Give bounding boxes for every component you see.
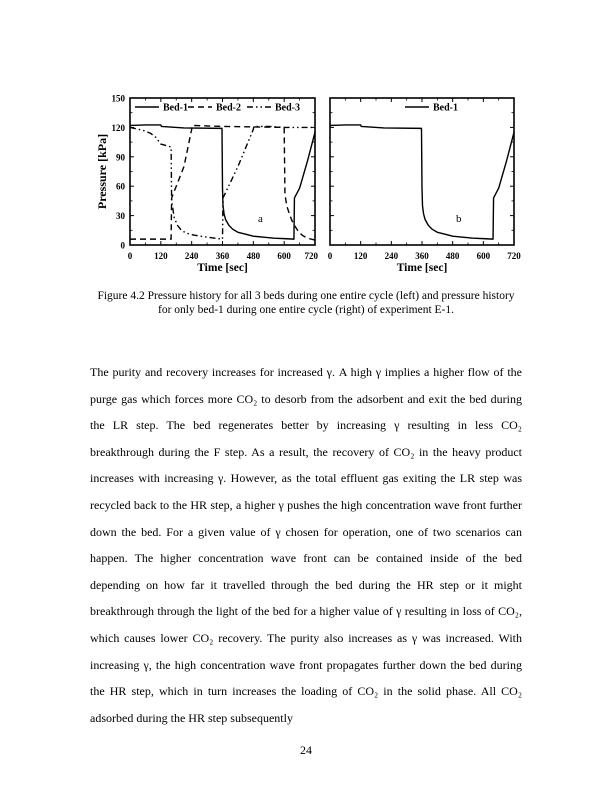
x-tick-label: 600 (277, 251, 291, 261)
figure-4-2 (0, 0, 612, 290)
x-tick-label: 0 (127, 251, 133, 261)
legend-label-bed-2: Bed-2 (216, 102, 241, 114)
y-axis-label: Pressure [kPa] (95, 133, 109, 210)
x-tick-label: 120 (353, 251, 368, 261)
page-number: 24 (300, 743, 312, 757)
x-tick-label: 240 (184, 251, 199, 261)
x-tick-label: 360 (415, 251, 429, 261)
x-tick-label: 600 (476, 251, 491, 261)
x-tick-label: 720 (304, 251, 318, 261)
x-tick-label: 360 (215, 251, 230, 261)
legend-label-bed-3: Bed-3 (275, 102, 300, 114)
series-line-bed-1 (330, 125, 514, 239)
chart-panel-right (328, 98, 522, 274)
x-tick-label: 480 (246, 251, 261, 261)
x-tick-label: 480 (445, 251, 460, 261)
body-paragraph: The purity and recovery increases for increased γ. A high γ implies a higher flow of the purge gas which forces more CO₂ to desorb from the adsorbent and exit the bed during the LR step. The bed regenerates better by increasing γ resulting in less CO₂ breakthrough during the F step. As a result, the recovery of CO₂ in the heavy product increases with increasing γ. However, as the total effluent gas exiting the LR step was recycled back to the HR step, a higher γ pushes the high concentration wave front further down the bed. For a given value of γ chosen for operation, one of two scenarios can happen. The higher concentration wave front can be contained inside of the bed depending on how far it travelled through the bed during the HR step or it might breakthrough through the light of the bed for a higher value of γ resulting in loss of CO₂, which causes lower CO₂ recovery. The purity also increases as γ was increased. With increasing γ, the high concentration wave front propagates further down the bed during the HR step, which in turn increases the loading of CO₂ in the solid phase. All CO₂ adsorbed during the HR step subsequently (90, 365, 522, 725)
legend-label-bed-1: Bed-1 (163, 102, 188, 114)
y-tick-label: 150 (111, 93, 125, 104)
x-tick-label: 120 (154, 251, 168, 261)
y-tick-label: 0 (120, 240, 125, 251)
chart-panel-left (95, 94, 319, 275)
y-tick-label: 90 (116, 152, 125, 163)
x-axis-label: Time [sec] (197, 262, 248, 274)
x-tick-label: 0 (327, 251, 333, 261)
y-tick-label: 30 (116, 211, 125, 222)
panel-label: a (258, 213, 263, 225)
x-tick-label: 240 (384, 251, 399, 261)
y-tick-label: 60 (116, 181, 125, 192)
x-axis-label: Time [sec] (396, 262, 448, 274)
panel-label: b (456, 213, 462, 225)
y-tick-label: 120 (111, 122, 125, 133)
x-tick-label: 720 (507, 251, 521, 261)
legend-label-bed-1: Bed-1 (433, 102, 458, 114)
figure-caption: Figure 4.2 Pressure history for all 3 beds during one entire cycle (left) and pressure history for only bed-1 during one entire cycle (right) of experiment E-1. (97, 290, 515, 316)
series-line-bed-1 (130, 125, 315, 239)
